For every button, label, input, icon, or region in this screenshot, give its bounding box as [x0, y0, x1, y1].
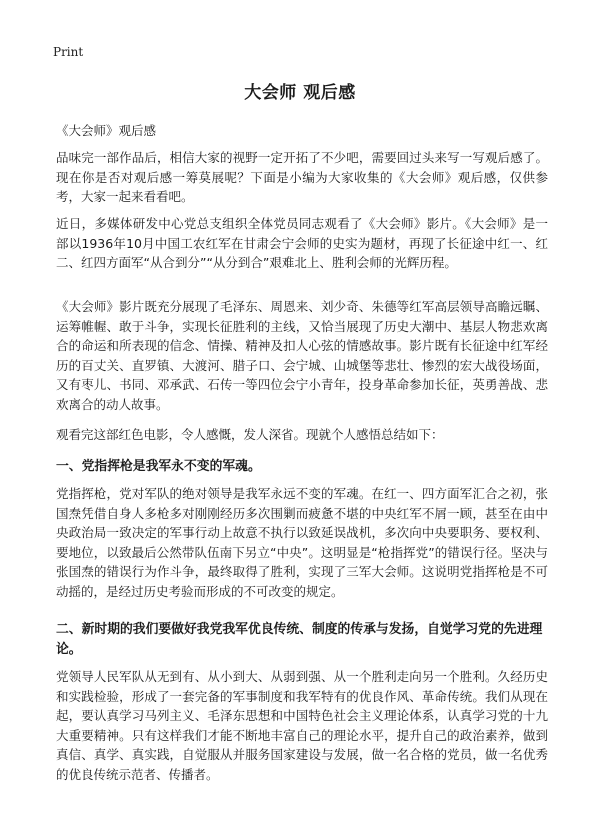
paragraph-film-summary: 《大会师》影片既充分展现了毛泽东、周恩来、刘少奇、朱德等红军高层领导高瞻远瞩、运筹帷幄、敢于斗争，实现长征胜利的主线，又恰当展现了历史大潮中、基层人物悲欢离合的命运和所表现的信念、情操、精神及扣人心弦的情感故事。影片既有长征途中红军经历的百丈关、直罗镇、大渡河、腊子口、会宁城、山城堡等悲壮、惨烈的宏大战役场面，又有枣儿、书同、邓承武、石传一等四位会宁小青年，投身革命参加长征，英勇善战、悲欢离合的动人故事。	[56, 299, 548, 412]
page-title: 大会师 观后感	[244, 83, 356, 103]
paragraph-section-2: 党领导人民军队从无到有、从小到大、从弱到强、从一个胜利走向另一个胜利。久经历史和实践检验，形成了一套完备的军事制度和我军特有的优良作风、革命传统。我们从现在起，要认真学习马列主义、毛泽东思想和中国特色社会主义理论体系，认真学习党的十九大重要精神。只有这样我们才能不断地丰富自己的理论水平，提升自己的政治素养，做到真信、真学、真实践，自觉服从并服务国家建设与发展，做一名合格的党员，做一名优秀的优良传统示范者、传播者。	[56, 669, 548, 782]
paragraph-intro: 品味完一部作品后，相信大家的视野一定开拓了不少吧，需要回过头来写一写观后感了。现在你是否对观后感一筹莫展呢？下面是小编为大家收集的《大会师》观后感，仅供参考，大家一起来看看吧。	[56, 150, 548, 205]
paragraph-section-1: 党指挥枪，党对军队的绝对领导是我军永远不变的军魂。在红一、四方面军汇合之初，张国焘凭借自身人多枪多对刚刚经历多次围剿而疲惫不堪的中央红军不屑一顾，甚至在由中央政治局一致决定的军事行动上故意不执行以致延误战机，多次向中央要职务、要权利、要地位，以致最后公然带队伍南下另立“中央”。这明显是“枪指挥党”的错误行径。坚决与张国焘的错误行为作斗争，最终取得了胜利，实现了三军大会师。这说明党指挥枪是不可动摇的，是经过历史考验而形成的不可改变的规定。	[56, 486, 548, 599]
document-subtitle: 《大会师》观后感	[56, 123, 157, 138]
section-heading-1: 一、党指挥枪是我军永不变的军魂。	[56, 459, 261, 474]
paragraph-reflection-lead: 观看完这部红色电影，令人感慨，发人深省。现就个人感悟总结如下：	[56, 427, 444, 442]
paragraph-screening: 近日，多媒体研发中心党总支组织全体党员同志观看了《大会师》影片。《大会师》是一部以1936年10月中国工农红军在甘肃会宁会师的史实为题材，再现了长征途中红一、红二、红四方面军“从合到分”“从分到合”艰难北上、胜利会师的光辉历程。	[56, 216, 548, 271]
print-link[interactable]: Print	[53, 45, 84, 59]
section-heading-2: 二、新时期的我们要做好我党我军优良传统、制度的传承与发扬，自觉学习党的先进理论。	[56, 622, 543, 657]
